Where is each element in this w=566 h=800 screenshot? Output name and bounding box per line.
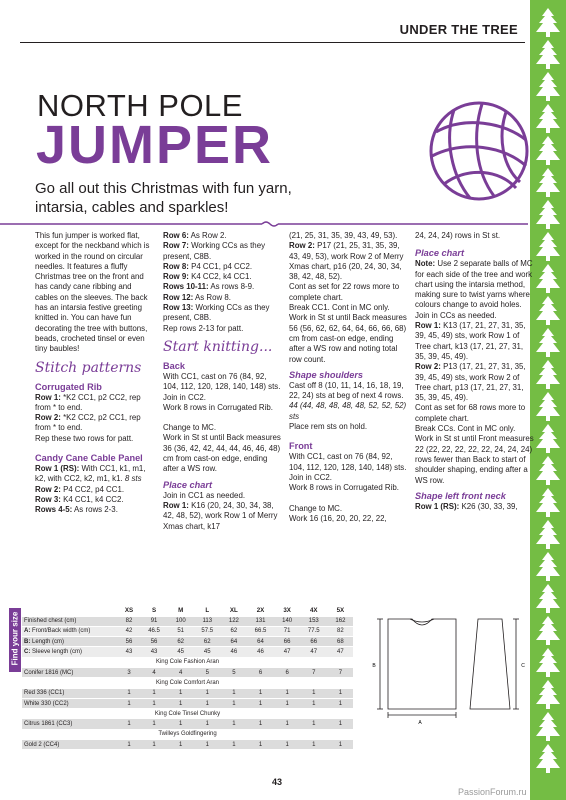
table-cell: 1 bbox=[168, 698, 193, 708]
table-cell: 122 bbox=[221, 616, 246, 626]
yarn-brand-row bbox=[22, 729, 353, 739]
neck-row-1: Row 1 (RS): K26 (30, 33, 39, bbox=[415, 501, 518, 511]
table-cell: 66.5 bbox=[246, 626, 274, 636]
table-cell: 71 bbox=[275, 626, 300, 636]
measurement-row bbox=[22, 626, 353, 636]
table-cell: 131 bbox=[246, 616, 274, 626]
table-cell: 1 bbox=[168, 688, 193, 698]
corrugated-rib-heading: Corrugated Rib bbox=[35, 381, 102, 392]
yarn-row bbox=[22, 688, 353, 698]
table-cell: 1 bbox=[118, 740, 140, 750]
back-text-2: Join in CC2. bbox=[163, 392, 206, 402]
row-label: Finished chest (cm) bbox=[22, 616, 118, 626]
column-2 bbox=[163, 231, 281, 532]
table-cell: 1 bbox=[140, 740, 168, 750]
table-cell: 1 bbox=[140, 698, 168, 708]
size-header-row bbox=[22, 606, 353, 616]
table-cell: 1 bbox=[300, 688, 328, 698]
front-text-1: With CC1, cast on 76 (84, 92, 104, 112, 120, 128, 140, 148) sts. bbox=[289, 452, 407, 472]
row-label: C: Sleeve length (cm) bbox=[22, 647, 118, 657]
place-chart-heading: Place chart bbox=[163, 479, 213, 490]
table-cell: 1 bbox=[328, 698, 353, 708]
yarn-brand: King Cole Fashion Aran bbox=[22, 657, 353, 667]
garment-schematic bbox=[360, 609, 530, 729]
size-header-cell: M bbox=[168, 606, 193, 616]
table-cell: 62 bbox=[193, 637, 221, 647]
cable-rows-10-11: Rows 10-11: As rows 8-9. bbox=[163, 282, 255, 292]
table-cell: 46.5 bbox=[140, 626, 168, 636]
tree-row-2: Row 2: P13 (17, 21, 27, 31, 35, 39, 45, 49) sts, work Row 2 of Tree chart, p13 (17, 21, 27, 31, 35, 39, 45, 49). bbox=[415, 362, 526, 403]
size-header-cell: 3X bbox=[275, 606, 300, 616]
table-cell: 140 bbox=[275, 616, 300, 626]
table-cell: 1 bbox=[275, 740, 300, 750]
size-table bbox=[22, 606, 353, 750]
table-cell: 1 bbox=[221, 688, 246, 698]
column-1 bbox=[35, 231, 153, 516]
yarn-row bbox=[22, 667, 353, 677]
table-cell: 64 bbox=[246, 637, 274, 647]
chart-row-2: Row 2: P17 (21, 25, 31, 35, 39, 43, 49, 53), work Row 2 of Merry Xmas chart, p16 (20, 24, 30, 34, 38, 42, 48, 52). bbox=[289, 241, 404, 282]
table-cell: 1 bbox=[275, 698, 300, 708]
table-cell: 4 bbox=[140, 667, 168, 677]
table-cell: 56 bbox=[118, 637, 140, 647]
table-cell: 42 bbox=[118, 626, 140, 636]
table-cell: 6 bbox=[275, 667, 300, 677]
candy-cane-heading: Candy Cane Cable Panel bbox=[35, 453, 143, 464]
col3-cont-3: Break CC1. Cont in MC only. bbox=[289, 303, 390, 313]
table-cell: 1 bbox=[275, 719, 300, 729]
table-cell: 7 bbox=[300, 667, 328, 677]
cable-row-1: Row 1 (RS): With CC1, k1, m1, k2, with CC2, k2, m1, k1. 8 sts bbox=[35, 464, 146, 484]
label-b: B bbox=[372, 663, 376, 669]
table-cell: 57.5 bbox=[193, 626, 221, 636]
col4-cont-2: Cont as set for 68 rows more to complete chart. bbox=[415, 403, 526, 423]
column-4 bbox=[415, 231, 535, 512]
yarn-label: Conifer 1816 (MC) bbox=[22, 667, 118, 677]
table-cell: 7 bbox=[328, 667, 353, 677]
col3-cont-4: Work in St st until Back measures 56 (56, 62, 62, 64, 64, 66, 66, 68) cm from cast-on edge, ending after a WS row and noting total row count. bbox=[289, 313, 407, 364]
table-cell: 5 bbox=[221, 667, 246, 677]
yarn-label: Red 336 (CC1) bbox=[22, 688, 118, 698]
table-cell: 51 bbox=[168, 626, 193, 636]
table-cell: 1 bbox=[246, 740, 274, 750]
table-cell: 64 bbox=[221, 637, 246, 647]
yarn-row bbox=[22, 698, 353, 708]
table-cell: 1 bbox=[140, 719, 168, 729]
table-cell: 1 bbox=[275, 688, 300, 698]
table-cell: 3 bbox=[118, 667, 140, 677]
yarn-brand: King Cole Tinsel Chunky bbox=[22, 709, 353, 719]
body-outline bbox=[388, 619, 456, 709]
front-heading: Front bbox=[289, 441, 313, 452]
row-label: B: Length (cm) bbox=[22, 637, 118, 647]
join-text: Join in CCs as needed. bbox=[415, 310, 497, 320]
yarn-row bbox=[22, 719, 353, 729]
front-text-3: Work 8 rows in Corrugated Rib. bbox=[289, 483, 399, 493]
table-cell: 1 bbox=[193, 698, 221, 708]
place-row-1: Row 1: K16 (20, 24, 30, 34, 38, 42, 48, 52), work Row 1 of Merry Xmas chart, k17 bbox=[163, 500, 278, 531]
yarn-brand-row bbox=[22, 657, 353, 667]
yarn-brand-row bbox=[22, 678, 353, 688]
table-cell: 46 bbox=[221, 647, 246, 657]
label-c: C bbox=[521, 663, 525, 669]
table-cell: 82 bbox=[328, 626, 353, 636]
yarn-row bbox=[22, 740, 353, 750]
table-cell: 113 bbox=[193, 616, 221, 626]
rib-row-2: Row 2: *K2 CC2, p2 CC1, rep from * to end. bbox=[35, 413, 141, 433]
table-cell: 6 bbox=[246, 667, 274, 677]
table-cell: 162 bbox=[328, 616, 353, 626]
table-cell: 1 bbox=[168, 719, 193, 729]
table-cell: 1 bbox=[221, 740, 246, 750]
size-header-cell: XS bbox=[118, 606, 140, 616]
table-cell: 1 bbox=[300, 719, 328, 729]
table-cell: 1 bbox=[193, 688, 221, 698]
cable-row-9: Row 9: K4 CC2, k4 CC1. bbox=[163, 272, 252, 282]
size-header-cell: 4X bbox=[300, 606, 328, 616]
yarn-brand: Twilleys Goldfingering bbox=[22, 729, 353, 739]
table-cell: 100 bbox=[168, 616, 193, 626]
table-cell: 1 bbox=[140, 688, 168, 698]
shape-text-1: Cast off 8 (10, 11, 14, 16, 18, 19, 22, 24) sts at beg of next 4 rows. 44 (44, 48, 48, 48, 48, 52, 52, 52) sts bbox=[289, 380, 407, 421]
size-header-cell: L bbox=[193, 606, 221, 616]
page-number: 43 bbox=[272, 777, 283, 787]
front-text-5: Work 16 (16, 20, 20, 22, 22, bbox=[289, 513, 387, 523]
size-header-blank bbox=[22, 606, 118, 616]
yarn-label: Gold 2 (CC4) bbox=[22, 740, 118, 750]
measurement-row bbox=[22, 647, 353, 657]
table-cell: 4 bbox=[168, 667, 193, 677]
table-cell: 1 bbox=[300, 740, 328, 750]
measurement-row bbox=[22, 616, 353, 626]
table-cell: 153 bbox=[300, 616, 328, 626]
table-cell: 91 bbox=[140, 616, 168, 626]
col4-cont-1: 24, 24, 24) rows in St st. bbox=[415, 231, 501, 240]
table-cell: 1 bbox=[328, 719, 353, 729]
table-cell: 62 bbox=[168, 637, 193, 647]
table-cell: 1 bbox=[246, 719, 274, 729]
back-heading: Back bbox=[163, 360, 185, 371]
table-cell: 1 bbox=[193, 719, 221, 729]
note-text: Note: Use 2 separate balls of MC for each side of the tree and work chart using the intarsia method, making sure to twist yarns where colours change to avoid holes. bbox=[415, 259, 533, 310]
col4-cont-3: Break CCs. Cont in MC only. bbox=[415, 424, 516, 434]
table-cell: 47 bbox=[328, 647, 353, 657]
row-label: A: Front/Back width (cm) bbox=[22, 626, 118, 636]
table-cell: 56 bbox=[140, 637, 168, 647]
place-text-1: Join in CC1 as needed. bbox=[163, 490, 246, 500]
standfirst: Go all out this Christmas with fun yarn, intarsia, cables and sparkles! bbox=[35, 180, 292, 216]
start-knitting-heading: Start knitting... bbox=[163, 338, 273, 355]
cable-rows-4-5: Rows 4-5: As rows 2-3. bbox=[35, 505, 118, 515]
table-cell: 1 bbox=[328, 688, 353, 698]
column-3 bbox=[289, 231, 407, 524]
size-header-cell: XL bbox=[221, 606, 246, 616]
find-your-size-tab bbox=[9, 608, 21, 672]
table-cell: 47 bbox=[275, 647, 300, 657]
cable-row-7: Row 7: Working CCs as they present, C8B. bbox=[163, 241, 266, 261]
table-cell: 1 bbox=[168, 740, 193, 750]
table-cell: 1 bbox=[328, 740, 353, 750]
table-cell: 66 bbox=[300, 637, 328, 647]
table-cell: 1 bbox=[221, 719, 246, 729]
cable-row-2: Row 2: P4 CC2, p4 CC1. bbox=[35, 484, 125, 494]
table-cell: 1 bbox=[193, 740, 221, 750]
header-rule bbox=[20, 42, 525, 43]
front-place-chart-heading: Place chart bbox=[415, 248, 465, 259]
size-header-cell: 5X bbox=[328, 606, 353, 616]
table-cell: 1 bbox=[118, 688, 140, 698]
table-cell: 46 bbox=[246, 647, 274, 657]
front-text-2: Join in CC2. bbox=[289, 472, 332, 482]
table-cell: 1 bbox=[246, 698, 274, 708]
table-cell: 1 bbox=[118, 698, 140, 708]
col3-cont-1: (21, 25, 31, 35, 39, 43, 49, 53). bbox=[289, 231, 398, 240]
cable-row-3: Row 3: K4 CC1, k4 CC2. bbox=[35, 494, 124, 504]
table-cell: 82 bbox=[118, 616, 140, 626]
table-cell: 68 bbox=[328, 637, 353, 647]
table-cell: 77.5 bbox=[300, 626, 328, 636]
label-a: A bbox=[418, 720, 422, 726]
tree-pattern-icon bbox=[530, 0, 566, 800]
rib-row-1: Row 1: *K2 CC1, p2 CC2, rep from * to end. bbox=[35, 392, 141, 412]
table-cell: 66 bbox=[275, 637, 300, 647]
table-cell: 1 bbox=[300, 698, 328, 708]
intro-text: This fun jumper is worked flat, except for the neckband which is worked in the round on circular needles. It features a fluffy Christmas tree on the front and has candy cane ribbing and cables on the sleeves. The back has an intarsia festive greeting knitted in. You can have fun decorating the tree with buttons, beads, crocheted tinsel or even tiny baubles! bbox=[35, 231, 150, 354]
table-cell: 43 bbox=[140, 647, 168, 657]
yarn-label: White 330 (CC2) bbox=[22, 698, 118, 708]
pattern-columns bbox=[35, 231, 534, 593]
yarn-label: Citrus 1861 (CC3) bbox=[22, 719, 118, 729]
table-cell: 45 bbox=[193, 647, 221, 657]
col4-cont-4: Work in St st until Front measures 22 (22, 22, 22, 22, 22, 24, 24, 24) rows fewer than Back to start of shoulder shaping, ending after a WS row. bbox=[415, 434, 534, 485]
yarn-ball-icon bbox=[424, 96, 534, 206]
title-top: NORTH POLE bbox=[37, 88, 243, 123]
table-cell: 45 bbox=[168, 647, 193, 657]
size-header-cell: S bbox=[140, 606, 168, 616]
yarn-brand-row bbox=[22, 709, 353, 719]
table-cell: 43 bbox=[118, 647, 140, 657]
cable-row-13: Row 13: Working CCs as they present, C8B. bbox=[163, 303, 270, 323]
back-text-3: Work 8 rows in Corrugated Rib. bbox=[163, 402, 273, 412]
tree-border-strip bbox=[530, 0, 566, 800]
shape-shoulders-heading: Shape shoulders bbox=[289, 369, 364, 380]
sleeve-outline bbox=[470, 619, 510, 709]
section-label: UNDER THE TREE bbox=[399, 22, 518, 37]
measurement-row bbox=[22, 637, 353, 647]
find-your-size-label: Find your size bbox=[10, 611, 20, 666]
table-cell: 1 bbox=[221, 698, 246, 708]
size-header-cell: 2X bbox=[246, 606, 274, 616]
back-text-1: With CC1, cast on 76 (84, 92, 104, 112, 120, 128, 140, 148) sts. bbox=[163, 371, 281, 392]
cable-row-12: Row 12: As Row 8. bbox=[163, 292, 231, 302]
decorative-rule bbox=[0, 220, 530, 228]
cable-row-6: Row 6: As Row 2. bbox=[163, 231, 227, 240]
table-cell: 1 bbox=[246, 688, 274, 698]
shape-left-neck-heading: Shape left front neck bbox=[415, 490, 506, 501]
cable-repeat: Rep rows 2-13 for patt. bbox=[163, 323, 244, 333]
table-cell: 5 bbox=[193, 667, 221, 677]
yarn-brand: King Cole Comfort Aran bbox=[22, 678, 353, 688]
table-cell: 1 bbox=[118, 719, 140, 729]
rib-repeat: Rep these two rows for patt. bbox=[35, 433, 134, 443]
col3-cont-2: Cont as set for 22 rows more to complete chart. bbox=[289, 282, 400, 302]
front-text-4: Change to MC. bbox=[289, 503, 343, 513]
tree-row-1: Row 1: K13 (17, 21, 27, 31, 35, 39, 45, 49) sts, work Row 1 of Tree chart, k13 (17, 21, 27, 31, 35, 39, 45, 49). bbox=[415, 321, 526, 361]
page-title: JUMPER bbox=[36, 115, 274, 175]
back-text-5: Work in St st until Back measures 36 (36, 42, 42, 44, 44, 46, 46, 48) cm from cast-on edge, ending after a WS row. bbox=[163, 433, 281, 474]
stitch-patterns-heading: Stitch patterns bbox=[35, 359, 142, 376]
shape-text-2: Place rem sts on hold. bbox=[289, 422, 368, 432]
back-text-4: Change to MC. bbox=[163, 423, 217, 433]
table-cell: 47 bbox=[300, 647, 328, 657]
table-cell: 62 bbox=[221, 626, 246, 636]
watermark: PassionForum.ru bbox=[458, 787, 527, 797]
cable-row-8: Row 8: P4 CC1, p4 CC2. bbox=[163, 261, 253, 271]
